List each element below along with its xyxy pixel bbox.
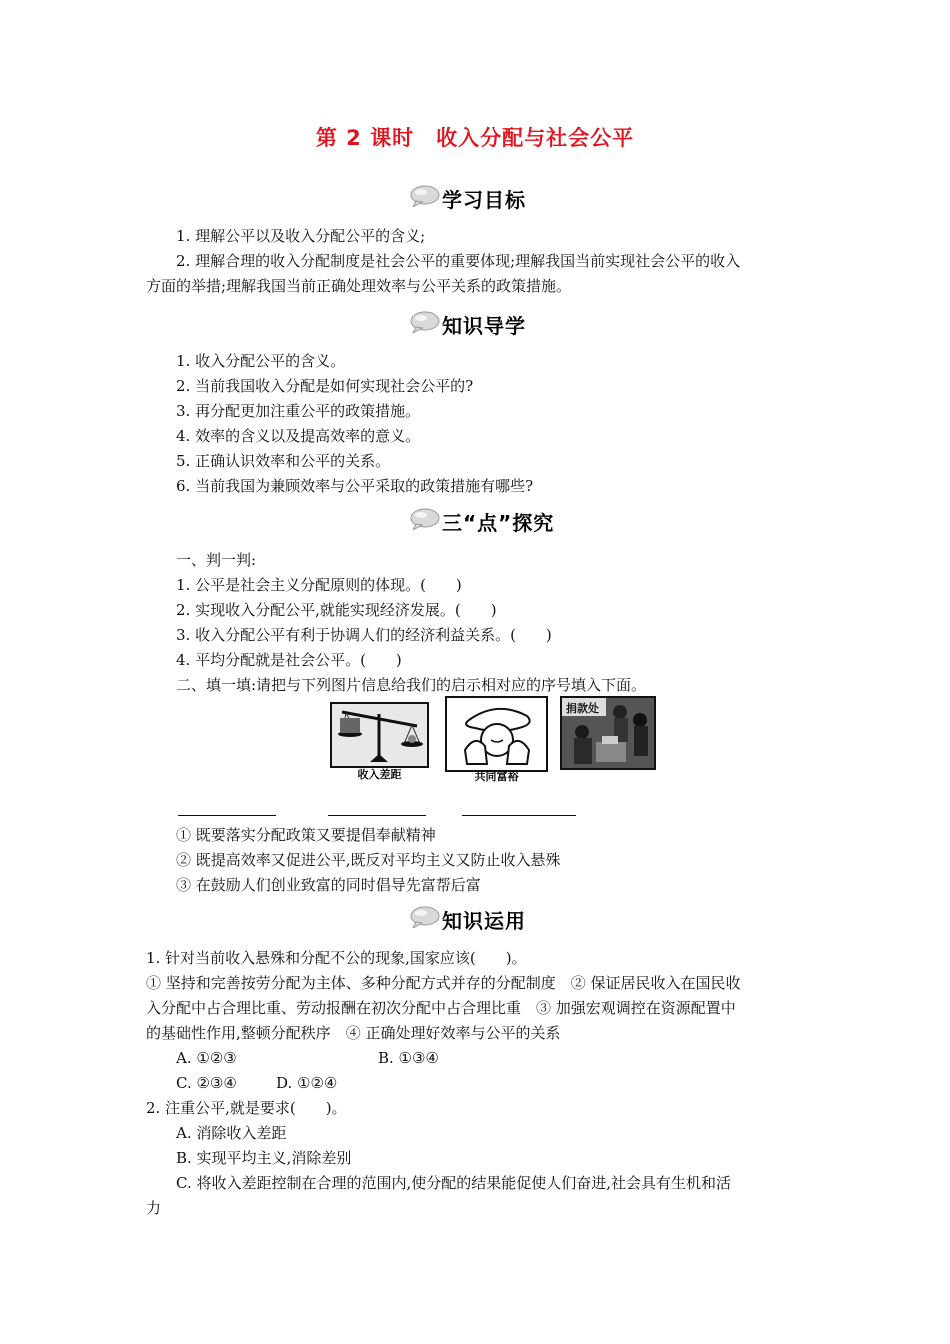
section-header-guide	[408, 306, 588, 346]
picture-caption: 共同富裕	[474, 770, 519, 783]
donation-picture	[560, 696, 656, 770]
option-B[interactable]: B. ①③④	[378, 1049, 439, 1067]
common-prosperity-picture	[445, 696, 548, 772]
answer-blank-1[interactable]	[178, 815, 276, 816]
section-label: 知识导学	[442, 314, 526, 338]
question-1-line: 的基础性作用,整顿分配秩序 ④ 正确处理好效率与公平的关系	[146, 1024, 561, 1042]
speech-bubble-icon	[410, 508, 440, 530]
guide-item: 4. 效率的含义以及提高效率的意义。	[176, 427, 421, 445]
fill-option: ① 既要落实分配政策又要提倡奉献精神	[176, 826, 436, 844]
answer-blank-3[interactable]	[462, 815, 576, 816]
option-A[interactable]: A. 消除收入差距	[176, 1124, 287, 1142]
picture-sign-text: 捐款处	[566, 702, 599, 715]
picture-caption: 收入差距	[357, 768, 402, 781]
question-1-stem: 1. 针对当前收入悬殊和分配不公的现象,国家应该( )。	[146, 949, 527, 967]
answer-blank-2[interactable]	[328, 815, 426, 816]
goal-item: 1. 理解公平以及收入分配公平的含义;	[176, 227, 426, 245]
guide-item: 5. 正确认识效率和公平的关系。	[176, 452, 391, 470]
option-C[interactable]: C. ②③④	[176, 1074, 237, 1092]
cartoon-hands-illustration	[447, 698, 546, 770]
section-header-explore	[408, 503, 588, 543]
judge-item: 1. 公平是社会主义分配原则的体现。( )	[176, 576, 462, 594]
speech-bubble-icon	[410, 185, 440, 207]
judge-heading: 一、判一判:	[176, 551, 257, 569]
option-A[interactable]: A. ①②③	[176, 1049, 237, 1067]
income-gap-picture	[330, 702, 429, 768]
guide-item: 3. 再分配更加注重公平的政策措施。	[176, 402, 421, 420]
option-D[interactable]: D. ①②④	[276, 1074, 338, 1092]
goal-item: 2. 理解合理的收入分配制度是社会公平的重要体现;理解我国当前实现社会公平的收入	[176, 252, 741, 270]
section-header-apply	[408, 901, 588, 941]
question-1-line: 入分配中占合理比重、劳动报酬在初次分配中占合理比重 ③ 加强宏观调控在资源配置中	[146, 999, 736, 1017]
question-2-stem: 2. 注重公平,就是要求( )。	[146, 1099, 347, 1117]
fill-option: ③ 在鼓励人们创业致富的同时倡导先富帮后富	[176, 876, 481, 894]
speech-bubble-icon	[410, 311, 440, 333]
guide-item: 1. 收入分配公平的含义。	[176, 352, 346, 370]
question-1-line: ① 坚持和完善按劳分配为主体、多种分配方式并存的分配制度 ② 保证居民收入在国民收	[146, 974, 741, 992]
page-title: 第 2 课时 收入分配与社会公平	[315, 126, 635, 150]
section-header-goals	[408, 180, 588, 220]
option-C-continued: 力	[146, 1199, 162, 1217]
option-C[interactable]: C. 将收入差距控制在合理的范围内,使分配的结果能促使人们奋进,社会具有生机和活	[176, 1174, 732, 1192]
section-label: 学习目标	[442, 188, 526, 212]
option-B[interactable]: B. 实现平均主义,消除差别	[176, 1149, 352, 1167]
goal-item-continued: 方面的举措;理解我国当前正确处理效率与公平关系的政策措施。	[146, 277, 572, 295]
guide-item: 2. 当前我国收入分配是如何实现社会公平的?	[176, 377, 474, 395]
judge-item: 2. 实现收入分配公平,就能实现经济发展。( )	[176, 601, 497, 619]
fill-heading: 二、填一填:请把与下列图片信息给我们的启示相对应的序号填入下面。	[176, 676, 647, 694]
speech-bubble-icon	[410, 906, 440, 928]
section-label: 三“点”探究	[442, 511, 555, 535]
fill-option: ② 既提高效率又促进公平,既反对平均主义又防止收入悬殊	[176, 851, 561, 869]
guide-item: 6. 当前我国为兼顾效率与公平采取的政策措施有哪些?	[176, 477, 534, 495]
balance-scale-illustration	[332, 704, 427, 766]
judge-item: 3. 收入分配公平有利于协调人们的经济利益关系。( )	[176, 626, 552, 644]
judge-item: 4. 平均分配就是社会公平。( )	[176, 651, 402, 669]
section-label: 知识运用	[442, 909, 526, 933]
